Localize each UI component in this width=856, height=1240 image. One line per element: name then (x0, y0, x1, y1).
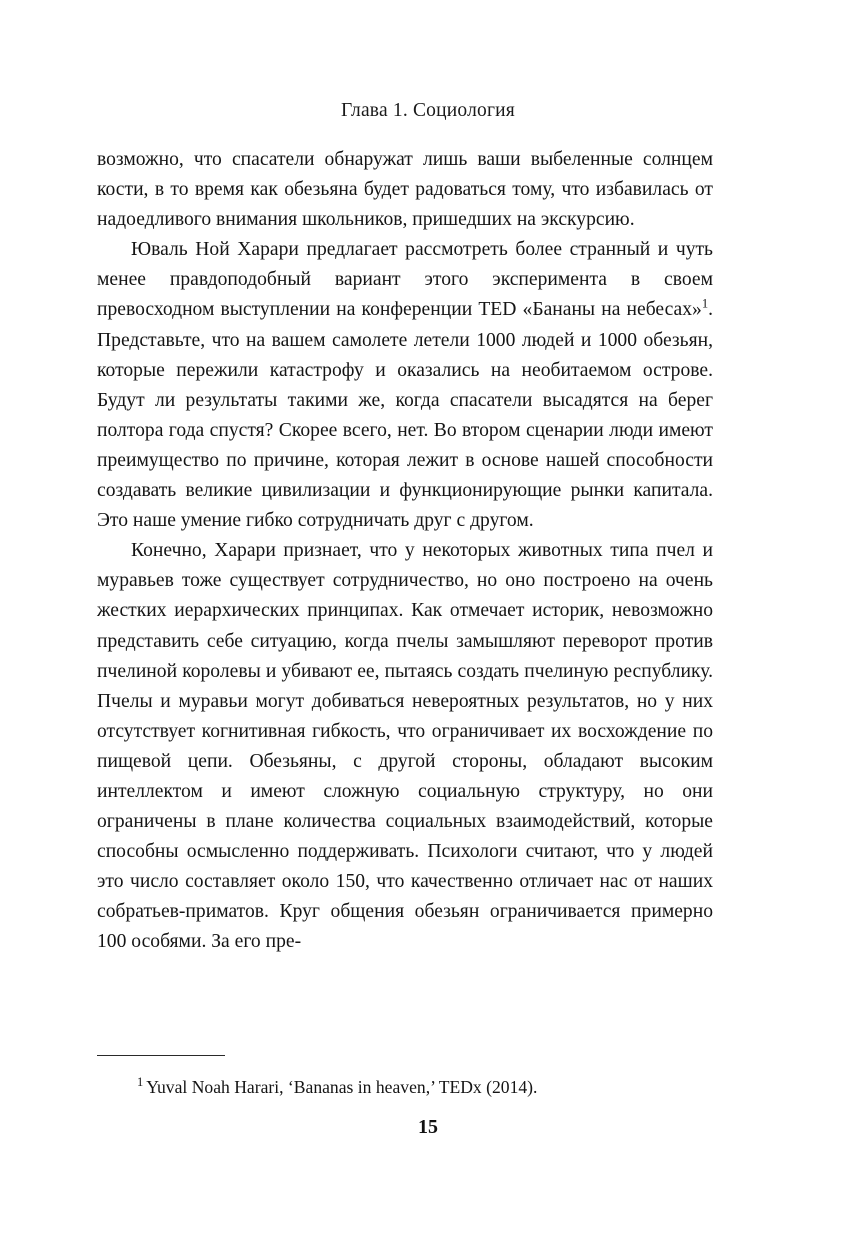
page-number: 15 (418, 1116, 438, 1138)
paragraph-3: Конечно, Харари признает, что у некоторых животных типа пчел и муравьев тоже существует сотрудничество, но оно построено на очень жестких иерархических принципах. Как отмечает историк, невозможно представить себе ситуацию, когда пчелы замышляют переворот против пчелиной королевы и убивают ее, пытаясь создать пчелиную республику. Пчелы и муравьи могут добиваться невероятных результатов, но у них отсутствует когнитивная гибкость, что ограничивает их восхождение по пищевой цепи. Обезьяны, с другой стороны, обладают высоким интеллектом и имеют сложную социальную структуру, но они ограничены в плане количества социальных взаимодействий, которые способны осмысленно поддерживать. Психологи считают, что у людей это число составляет около 150, что качественно отличает нас от наших собратьев-приматов. Круг общения обезьян ограничивается примерно 100 особями. За его пре- (97, 540, 713, 953)
footnote-number: 1 (137, 1075, 144, 1090)
paragraph-2-part-2: . Представьте, что на вашем самолете летели 1000 людей и 1000 обезьян, которые пережили катастрофу и оказались на необитаемом острове. Будут ли результаты такими же, когда спасатели высадятся на берег полтора года спустя? Скорее всего, нет. Во втором сценарии люди имеют преимущество по причине, которая лежит в основе нашей способности создавать великие цивилизации и функционирующие рынки капитала. Это наше умение гибко сотрудничать друг с другом. (97, 299, 713, 532)
paragraph-2-part-1: Юваль Ной Харари предлагает рассмотреть более странный и чуть менее правдоподобный вариант этого эксперимента в своем превосходном выступлении на конференции TED «Бананы на небесах» (97, 239, 713, 321)
body-text (97, 145, 713, 958)
paragraph-2 (97, 235, 713, 536)
running-head: Глава 1. Социология (341, 100, 515, 121)
footnote-separator-rule (97, 1055, 225, 1056)
paragraph-1: возможно, что спасатели обнаружат лишь ваши выбеленные солнцем кости, в то время как обезьяна будет радоваться тому, что избавилась от надоедливого внимания школьников, пришедших на экскурсию. (97, 149, 713, 231)
footnote-reference-marker[interactable]: 1 (701, 296, 709, 311)
footnote (97, 1075, 713, 1100)
footnote-text: Yuval Noah Harari, ‘Bananas in heaven,’ TEDx (2014). (146, 1077, 538, 1097)
